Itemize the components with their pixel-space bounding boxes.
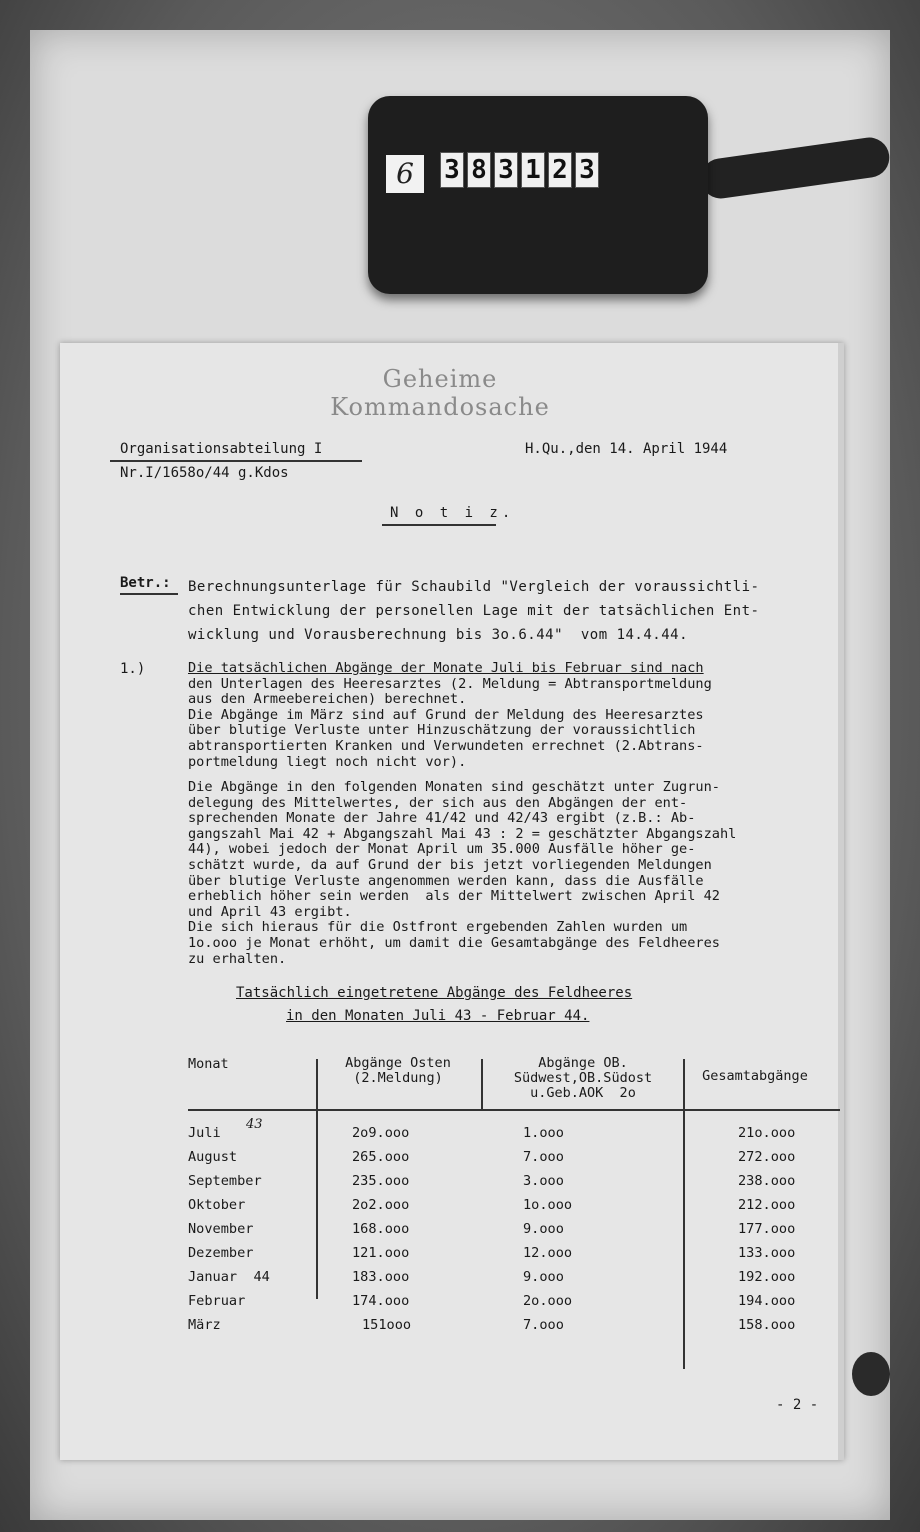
table-row [188,1197,838,1221]
table-row [188,1245,838,1269]
cell-month: Januar 44 [188,1269,270,1285]
subject-line: chen Entwicklung der personellen Lage mit der tatsächlichen Ent- [188,603,760,619]
cell-east: 174.ooo [352,1293,410,1309]
cell-total: 133.ooo [738,1245,796,1261]
cell-month: Juli [188,1125,221,1141]
dateline: H.Qu.,den 14. April 1944 [525,441,728,457]
column-header-east: Abgänge Osten (2.Meldung) [345,1055,451,1086]
table-row [188,1221,838,1245]
cell-total: 238.ooo [738,1173,796,1189]
cell-total: 158.ooo [738,1317,796,1333]
department: Organisationsabteilung I [120,441,323,457]
page-number: - 2 - [776,1397,819,1413]
table-row [188,1269,838,1293]
counter-digit: 8 [467,152,491,188]
table-row [188,1173,838,1197]
cell-month: März [188,1317,221,1333]
paragraph-line: gangszahl Mai 42 + Abgangszahl Mai 43 : 2 = geschätzter Abgangszahl [188,825,737,842]
cell-total: 177.ooo [738,1221,796,1237]
department-underline [110,460,362,462]
cell-east: 121.ooo [352,1245,410,1261]
counter-digit: 3 [575,152,599,188]
paragraph-line: erheblich höher sein werden als der Mittelwert zwischen April 42 [188,888,720,905]
cell-east: 2o9.ooo [352,1125,410,1141]
paragraph-line: Die tatsächlichen Abgänge der Monate Juli bis Februar sind nach [188,660,704,676]
cell-month: Dezember [188,1245,254,1261]
cell-west: 12.ooo [523,1245,573,1261]
counter-digit: 3 [440,152,464,188]
edge-blemish [852,1352,890,1396]
frame-counter [368,96,708,294]
paragraph-line: delegung des Mittelwertes, der sich aus den Abgängen der ent- [188,794,688,811]
counter-tag: 6 [386,155,424,193]
counter-digits [440,152,599,188]
cell-west: 3.ooo [523,1173,564,1189]
paragraph-line: zu erhalten. [188,950,287,967]
document-title: N o t i z. [390,505,515,521]
paper-edge [838,343,844,1460]
paragraph-line: über blutige Verluste angenommen werden kann, dass die Ausfälle [188,872,704,889]
cell-west: 9.ooo [523,1221,564,1237]
paragraph-line: und April 43 ergibt. [188,903,352,920]
cell-month: September [188,1173,262,1189]
table-row [188,1125,838,1149]
subject-text [188,575,759,647]
table-header-rule [188,1109,840,1111]
subject-label: Betr.: [120,575,171,591]
table-row [188,1149,838,1173]
cell-east: 151ooo [362,1317,412,1333]
subject-line: wicklung und Vorausberechnung bis 3o.6.44" vom 14.4.44. [188,627,689,643]
cell-month: August [188,1149,238,1165]
cell-east: 235.ooo [352,1173,410,1189]
column-header-west: Abgänge OB. Südwest,OB.Südost u.Geb.AOK 2o [513,1055,653,1101]
column-header-month: Monat [188,1056,229,1072]
counter-digit: 2 [548,152,572,188]
paragraph-line: Die sich hieraus für die Ostfront ergebenden Zahlen wurden um [188,919,688,936]
column-divider [481,1059,483,1111]
handwritten-note: 43 [246,1117,263,1132]
cell-west: 9.ooo [523,1269,564,1285]
paragraph-line: über blutige Verluste unter Hinzuschätzung der voraussichtlich [188,722,696,739]
cell-total: 272.ooo [738,1149,796,1165]
paragraph-line: 44), wobei jedoch der Monat April um 35.000 Ausfälle höher ge- [188,841,696,858]
cell-total: 212.ooo [738,1197,796,1213]
paragraph-line: den Unterlagen des Heeresarztes (2. Meldung = Abtransportmeldung [188,675,712,692]
table-row [188,1317,838,1341]
subject-underline [120,593,178,595]
paragraph-line: Die Abgänge in den folgenden Monaten sind geschätzt unter Zugrun- [188,779,720,795]
paragraph-line: schätzt wurde, da auf Grund der bis jetzt vorliegenden Meldungen [188,856,712,873]
table-row [188,1293,838,1317]
cell-east: 183.ooo [352,1269,410,1285]
paragraph-line: aus den Armeebereichen) berechnet. [188,691,467,708]
cell-east: 265.ooo [352,1149,410,1165]
cell-total: 194.ooo [738,1293,796,1309]
document-page [60,343,844,1460]
paragraph-line: portmeldung liegt noch nicht vor). [188,753,467,770]
title-underline [382,524,496,526]
cell-west: 1o.ooo [523,1197,573,1213]
column-header-total: Gesamtabgänge [702,1068,808,1084]
table-title: Tatsächlich eingetretene Abgänge des Feldheeres [236,985,633,1001]
cell-east: 168.ooo [352,1221,410,1237]
paragraph-line: Die Abgänge im März sind auf Grund der Meldung des Heeresarztes [188,706,704,723]
cell-west: 7.ooo [523,1317,564,1333]
cell-total: 192.ooo [738,1269,796,1285]
paragraph-2 [188,780,736,967]
cell-month: November [188,1221,254,1237]
paragraph-line: 1o.ooo je Monat erhöht, um damit die Gesamtabgänge des Feldheeres [188,934,720,951]
subject-line: Berechnungsunterlage für Schaubild "Vergleich der voraussichtli- [188,579,760,595]
cell-month: Februar [188,1293,246,1309]
paragraph-line: abtransportierten Kranken und Verwundeten errechnet (2.Abtrans- [188,737,704,754]
paragraph-1 [188,661,712,770]
cell-west: 7.ooo [523,1149,564,1165]
cell-total: 21o.ooo [738,1125,796,1141]
cell-east: 2o2.ooo [352,1197,410,1213]
counter-digit: 3 [494,152,518,188]
counter-digit: 1 [521,152,545,188]
item-number: 1.) [120,661,146,677]
table-subtitle: in den Monaten Juli 43 - Februar 44. [286,1008,590,1024]
reference-number: Nr.I/1658o/44 g.Kdos [120,465,289,481]
classification-stamp: Geheime Kommandosache [330,365,550,421]
cell-month: Oktober [188,1197,246,1213]
cell-west: 1.ooo [523,1125,564,1141]
cell-west: 2o.ooo [523,1293,573,1309]
paragraph-line: sprechenden Monate der Jahre 41/42 und 42/43 ergibt (z.B.: Ab- [188,810,696,827]
